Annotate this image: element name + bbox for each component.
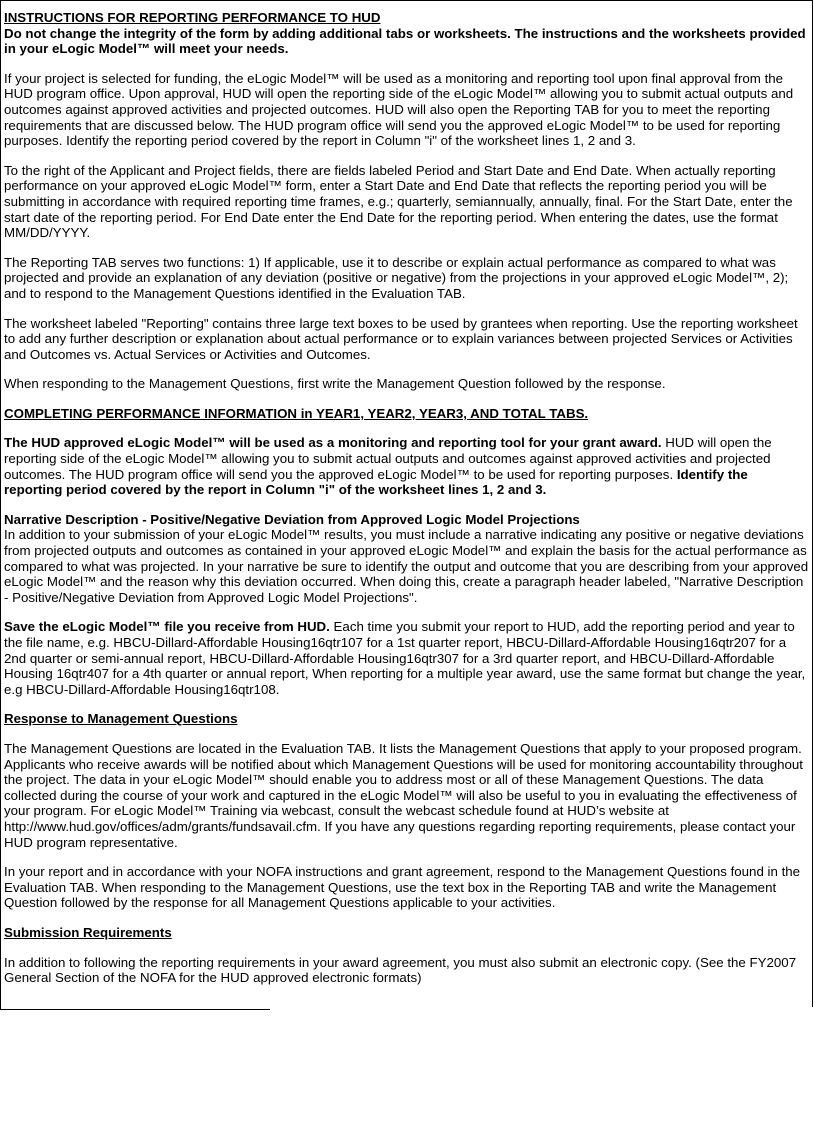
paragraph: [4, 619, 809, 697]
page-border-bottom-partial: [0, 1009, 270, 1010]
text-run: If your project is selected for funding, the eLogic Model™ will be used as a monitoring and reporting tool upon final approval from the HUD program office. Upon approval, HUD will open the reporting side of the eLogic Model™ allowing you to submit actual outputs and outcomes against approved activities and projected outcomes. HUD will also open the Reporting TAB for you to meet the reporting requirements that are discussed below. The HUD program office will send you the approved eLogic Model™ to be used for reporting purposes. Identify the reporting period covered by the report in Column "i" of the worksheet lines 1, 2 and 3.: [4, 70, 794, 149]
text-run: HUD will open the reporting side of the eLogic Model™ allowing you to submit actual outputs and outcomes against approved activities and projected outcomes. The HUD program office will send you the approved eLogic Model™ to be used for reporting purposes.: [4, 435, 772, 482]
bold-text-run: Save the eLogic Model™ file you receive from HUD.: [4, 619, 330, 635]
text-run: Each time you submit your report to HUD, add the reporting period and year to the file name, e.g. HBCU-Dillard-Affordable Housing16qtr107 for a 1st quarter report, HBCU-Dillard-Affordable Housing16qtr207 for a 2nd quarter or semi-annual report, HBCU-Dillard-Affordable Housing16qtr307 for a 3rd quarter report, and HBCU-Dillard-Affordable Housing 16qtr407 for a 4th quarter or annual report, When reporting for a multiple year award, use the same format but change the year, e.g HBCU-Dillard-Affordable Housing16qtr108.: [4, 619, 806, 697]
paragraph: [4, 376, 809, 392]
paragraph: [4, 435, 809, 497]
paragraph: [4, 316, 809, 363]
bold-text-run: Identify the reporting period covered by the report in Column "i" of the worksheet lines 1, 2 and 3.: [4, 466, 748, 498]
text-run: In addition to your submission of your eLogic Model™ results, you must include a narrative indicating any positive or negative deviations from projected outputs and outcomes as contained in your approved eLogic Model™ and explain the basis for the actual performance as compared to what was projected. In your narrative be sure to identify the output and outcome that you are describing from your approved eLogic Model™ and the reason why this deviation occurred. When doing this, create a paragraph header labeled, "Narrative Description - Positive/Negative Deviation from Approved Logic Model Projections".: [4, 527, 809, 605]
paragraph: [4, 71, 809, 149]
paragraph: [4, 255, 809, 302]
paragraph: [4, 864, 809, 911]
page-border-top: [0, 0, 813, 1]
page-border-right: [812, 0, 813, 1007]
bold-text-run: The HUD approved eLogic Model™ will be used as a monitoring and reporting tool for your grant award.: [4, 435, 662, 451]
paragraph: [4, 26, 809, 57]
section-heading: Response to Management Questions: [4, 711, 238, 727]
section-heading: INSTRUCTIONS FOR REPORTING PERFORMANCE TO HUD: [4, 10, 381, 25]
section-heading: Submission Requirements: [4, 924, 172, 940]
text-run: In addition to following the reporting requirements in your award agreement, you must also submit an electronic copy. (See the FY2007 General Section of the NOFA for the HUD approved electronic formats): [4, 954, 797, 986]
paragraph: [4, 955, 809, 986]
text-run: In your report and in accordance with your NOFA instructions and grant agreement, respond to the Management Questions found in the Evaluation TAB. When responding to the Management Questions, use the text box in the Reporting TAB and write the Management Question followed by the response for all Management Questions applicable to your activities.: [4, 864, 801, 911]
text-run: When responding to the Management Questions, first write the Management Question followed by the response.: [4, 376, 666, 392]
section-heading: COMPLETING PERFORMANCE INFORMATION in YEAR1, YEAR2, YEAR3, AND TOTAL TABS.: [4, 405, 589, 421]
text-run: The worksheet labeled "Reporting" contains three large text boxes to be used by grantees when reporting. Use the reporting worksheet to add any further description or explanation about actual performance or to explain variances between projected Services or Activities and Outcomes vs. Actual Services or Activities and Outcomes.: [4, 315, 798, 362]
bold-text-run: Do not change the integrity of the form by adding additional tabs or worksheets. The instructions and the worksheets provided in your eLogic Model™ will meet your needs.: [4, 25, 806, 57]
bold-text-run: Narrative Description - Positive/Negative Deviation from Approved Logic Model Projections: [4, 511, 580, 527]
page-border-left: [0, 0, 1, 1010]
paragraph: [4, 741, 809, 850]
text-run: The Management Questions are located in the Evaluation TAB. It lists the Management Questions that apply to your proposed program. Applicants who receive awards will be notified about which Management Questions will be used for monitoring accountability throughout the project. The data in your eLogic Model™ should enable you to address most or all of these Management Questions. The data collected during the course of your work and captured in the eLogic Model™ will also be useful to you in evaluating the effectiveness of your program. For eLogic Model™ Training via webcast, consult the webcast schedule found at HUD’s website at http://www.hud.gov/offices/adm/grants/fundsavail.cfm. If you have any questions regarding reporting requirements, please contact your HUD program representative.: [4, 740, 803, 850]
text-run: The Reporting TAB serves two functions: 1) If applicable, use it to describe or explain actual performance as compared to what was projected and provide an explanation of any deviation (positive or negative) from the projections in your approved eLogic Model™, 2); and to respond to the Management Questions identified in the Evaluation TAB.: [4, 254, 789, 301]
text-run: To the right of the Applicant and Project fields, there are fields labeled Period and Start Date and End Date. When actually reporting performance on your approved eLogic Model™ form, enter a Start Date and End Date that reflects the reporting period you will be submitting in accordance with required reporting time frames, e.g.; quarterly, semiannually, annually, final. For the Start Date, enter the start date of the reporting period. For End Date enter the End Date for the reporting period. When entering the dates, use the format MM/DD/YYYY.: [4, 162, 793, 241]
paragraph: [4, 163, 809, 241]
paragraph: [4, 512, 809, 606]
